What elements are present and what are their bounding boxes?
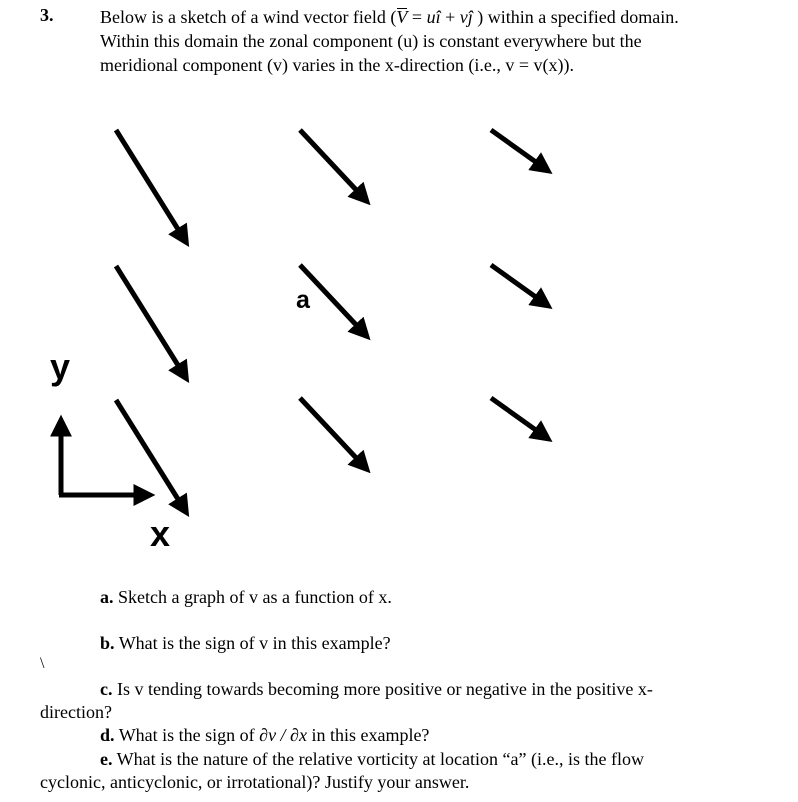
part-c-letter: c. xyxy=(100,679,113,699)
part-a xyxy=(100,586,392,609)
part-d-text-end: in this example? xyxy=(306,725,430,745)
part-d-text: What is the sign of xyxy=(114,725,260,745)
intro-text: Below is a sketch of a wind vector field ( xyxy=(100,7,397,27)
intro-text-end: ) within a specified domain. xyxy=(472,7,679,27)
plus-sign: + xyxy=(440,7,460,27)
part-e-letter: e. xyxy=(100,749,113,769)
term-u-i: uî xyxy=(426,7,441,27)
point-a-label: a xyxy=(296,286,310,314)
y-axis-label: y xyxy=(50,346,71,387)
part-b xyxy=(100,632,391,655)
wind-vector-col1-row3 xyxy=(116,400,181,504)
question-number: 3. xyxy=(40,5,54,25)
part-c xyxy=(100,678,653,701)
part-c-text: Is v tending towards becoming more positive or negative in the positive x- xyxy=(112,679,653,699)
intro-line-3: meridional component (v) varies in the x-direction (i.e., v = v(x)). xyxy=(100,55,575,75)
part-d-letter: d. xyxy=(100,725,115,745)
wind-vector-col3-row2 xyxy=(491,265,540,300)
stray-backslash-mark: \ xyxy=(40,655,45,672)
part-e-text: What is the nature of the relative vorticity at location “a” (i.e., is the flow xyxy=(112,749,644,769)
partial-derivative: ∂v / ∂x xyxy=(259,725,307,745)
vector-v-letter: V xyxy=(396,7,408,27)
part-e-continuation: cyclonic, anticyclonic, or irrotational)? Justify your answer. xyxy=(40,772,470,792)
equals-sign: = xyxy=(407,7,427,27)
wind-vector-col1-row1 xyxy=(116,130,181,234)
part-e xyxy=(100,748,644,771)
wind-vector-col3-row3 xyxy=(491,398,540,433)
part-b-letter: b. xyxy=(100,633,115,653)
part-b-text: What is the sign of v in this example? xyxy=(114,633,391,653)
wind-vector-col1-row2 xyxy=(116,266,181,370)
x-axis-label: x xyxy=(150,513,171,554)
term-v-j: vĵ xyxy=(459,7,473,27)
part-a-text: Sketch a graph of v as a function of x. xyxy=(113,587,392,607)
intro-line-2: Within this domain the zonal component (u) is constant everywhere but the xyxy=(100,31,642,51)
part-a-letter: a. xyxy=(100,587,114,607)
wind-vector-col3-row1 xyxy=(491,130,540,165)
part-d xyxy=(100,724,429,747)
wind-vector-col2-row3 xyxy=(300,398,360,462)
part-c-continuation: direction? xyxy=(40,702,112,722)
wind-vector-col2-row1 xyxy=(300,130,360,194)
